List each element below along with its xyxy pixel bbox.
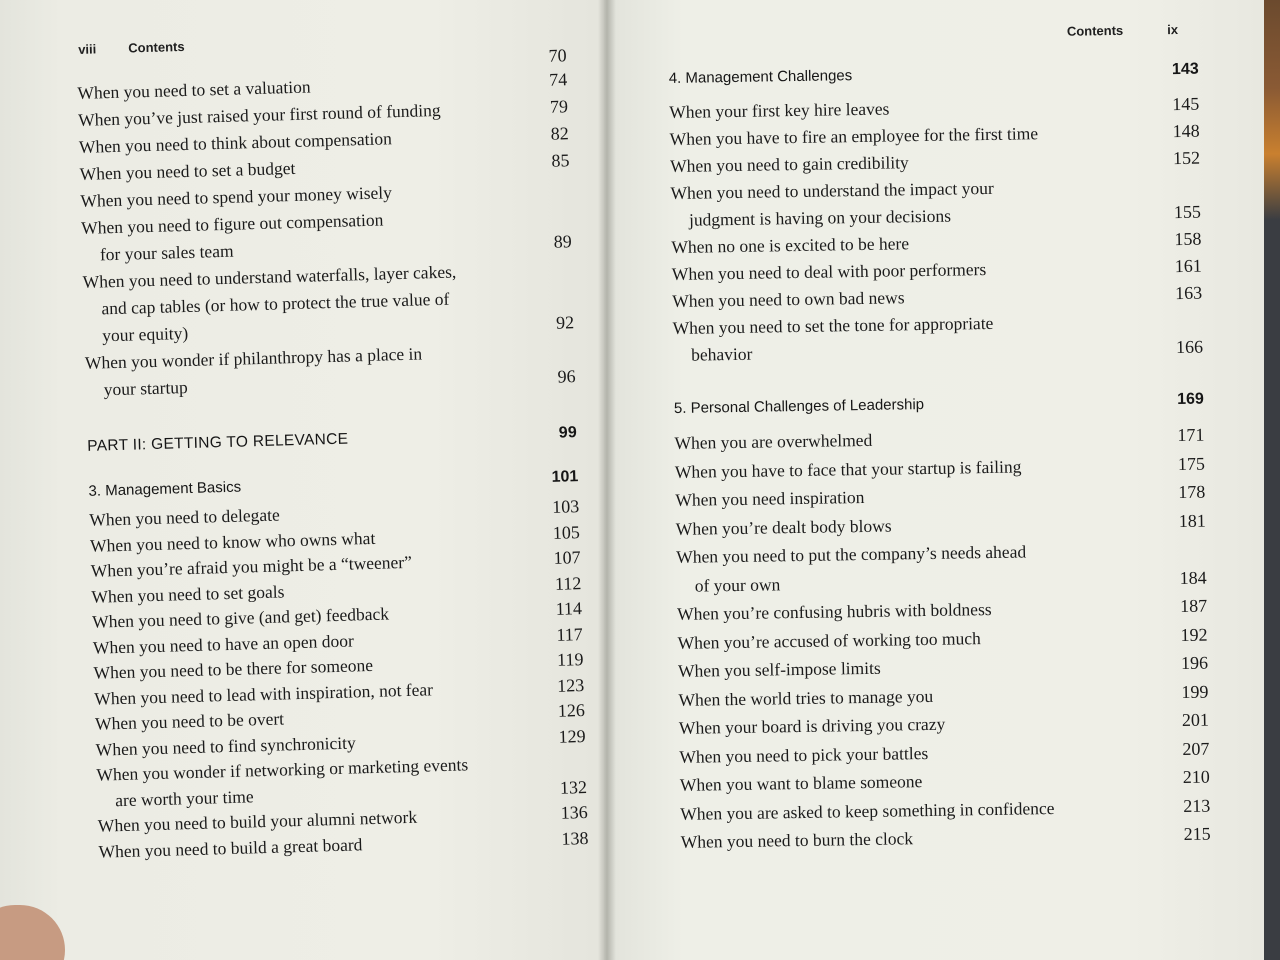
toc-entry-page: 178 <box>1178 481 1206 503</box>
toc-entry-page: 171 <box>1177 424 1205 446</box>
toc-entry <box>670 172 1201 234</box>
chapter-page: 101 <box>551 468 579 486</box>
chapter-title: 3. Management Basics <box>88 478 242 500</box>
toc-list-chapter3 <box>89 494 589 865</box>
toc-entry-title-text: When you have to fire an employee for the first time <box>669 123 1039 149</box>
toc-entry-title-text: When you need to gain credibility <box>669 152 909 176</box>
toc-entry-title-text: When you need to deal with poor performers <box>671 259 987 284</box>
toc-entry-title-continuation: behavior <box>690 343 753 365</box>
toc-entry-title-text: When you need to set goals <box>91 580 285 607</box>
toc-entry-title-text: When you need to figure out compensation <box>80 209 384 238</box>
book-gutter <box>598 0 616 960</box>
toc-entry-page: 213 <box>1183 795 1211 816</box>
toc-entry <box>82 255 574 350</box>
toc-entry-page: 89 <box>553 231 573 252</box>
toc-entry-title-text: When you wonder if philanthropy has a place in <box>84 343 423 373</box>
part-title: PART II: GETTING TO RELEVANCE <box>87 430 349 455</box>
toc-entry-page: 129 <box>558 725 586 747</box>
toc-entry-title-continuation: judgment is having on your decisions <box>688 205 952 230</box>
toc-entry-title <box>676 535 1173 600</box>
toc-entry-title-continuation: of your own <box>694 573 781 596</box>
toc-entry-page: 155 <box>1173 201 1202 223</box>
toc-entry-title-text: When you are asked to keep something in confidence <box>680 797 1055 824</box>
toc-entry-page: 105 <box>552 521 581 543</box>
left-page <box>0 0 612 960</box>
toc-entry-title-text: When you need to know who owns what <box>89 527 376 556</box>
toc-entry-page: 114 <box>555 598 583 619</box>
left-running-head-title: Contents <box>128 38 185 56</box>
toc-entry-page: 85 <box>551 150 570 171</box>
toc-entry-title-text: When you need to pick your battles <box>679 742 929 767</box>
chapter5-title: 5. Personal Challenges of Leadership <box>673 396 925 417</box>
chapter5-page: 169 <box>1177 390 1204 409</box>
toc-entry-title-text: When you need to lead with inspiration, not fear <box>94 678 434 709</box>
toc-entry-page: 103 <box>551 496 580 517</box>
toc-entry-page: 158 <box>1174 228 1202 250</box>
toc-entry-title-text: When you need to build your alumni network <box>97 806 418 836</box>
toc-entry-page: 117 <box>556 623 583 645</box>
toc-entry <box>676 535 1207 600</box>
toc-entry-page: 92 <box>555 312 575 333</box>
toc-entry-page: 161 <box>1174 255 1202 277</box>
toc-entry-title-text: When you need to be overt <box>94 708 285 734</box>
toc-entry-page: 119 <box>556 649 584 670</box>
toc-entry-title-text: When you need to find synchronicity <box>95 731 356 760</box>
toc-entry-page: 163 <box>1175 282 1203 304</box>
toc-entry-page: 82 <box>550 123 570 144</box>
toc-entry-title-text: When you’re dealt body blows <box>675 515 892 539</box>
toc-entry-title-text: When you need to have an open door <box>92 629 355 658</box>
toc-entry-title-text: When you need to own bad news <box>672 287 905 311</box>
toc-entry-page: 210 <box>1182 766 1210 788</box>
toc-entry-page: 74 <box>548 69 568 90</box>
toc-entry-page: 199 <box>1181 681 1209 702</box>
toc-entry-title-text: When you need to set a budget <box>79 157 296 184</box>
toc-entry-title-text: When no one is excited to be here <box>671 233 910 257</box>
toc-entry-title-text: When you need to set the tone for appropriate <box>672 312 994 338</box>
toc-entry-page: 123 <box>556 674 585 696</box>
toc-entry-title-text: When you need to understand waterfalls, layer cakes, <box>82 261 457 292</box>
part-page: 99 <box>558 424 578 442</box>
toc-entry-title-text: When you need to build a great board <box>98 833 363 862</box>
toc-entry-page: 126 <box>557 700 586 721</box>
right-page-number: ix <box>1167 21 1179 38</box>
toc-entry-title <box>82 256 540 350</box>
toc-entry-page: 148 <box>1172 120 1200 142</box>
toc-entry-title-text: When you need to spend your money wisely <box>80 182 393 211</box>
toc-entry-page: 166 <box>1175 336 1204 358</box>
toc-entry-page: 207 <box>1182 738 1210 759</box>
toc-entry-page: 192 <box>1180 624 1208 645</box>
toc-entry-page: 187 <box>1179 595 1208 617</box>
toc-entry-title-text: When you need to burn the clock <box>680 828 914 852</box>
toc-entry-title-text: When you need to think about compensation <box>78 128 393 157</box>
toc-entry-title-text: When you need to put the company’s needs ahead <box>676 541 1027 567</box>
toc-entry-page: 196 <box>1180 652 1209 674</box>
toc-entry-title-text: When you are overwhelmed <box>674 429 873 453</box>
thumb <box>0 905 65 960</box>
toc-entry <box>672 307 1203 369</box>
toc-entry-title-text: When your first key hire leaves <box>669 98 890 122</box>
toc-entry-page: 79 <box>549 96 569 117</box>
toc-entry-title <box>670 172 1167 234</box>
toc-entry-page: 145 <box>1172 93 1200 115</box>
toc-entry-title-text: When you’re afraid you might be a “tweener” <box>90 551 413 581</box>
toc-list-chapter5 <box>674 421 1211 857</box>
toc-entry-title-text: When you’ve just raised your first round of funding <box>77 99 441 130</box>
toc-entry-title-text: When you wonder if networking or marketing events <box>96 754 469 785</box>
left-page-number: viii <box>77 41 97 57</box>
chapter4-page: 143 <box>1171 60 1199 79</box>
toc-entry-title-text: When you need to set a valuation <box>77 76 311 103</box>
toc-entry-title <box>85 337 542 404</box>
toc-list-chapter4 <box>669 91 1203 369</box>
chapter-heading-5 <box>674 391 1204 417</box>
toc-entry-title-text: When you self-impose limits <box>677 657 881 681</box>
toc-entry-page: 132 <box>559 776 588 798</box>
right-page-contents <box>668 22 1211 857</box>
toc-entry-title-text: When you have to face that your startup is failing <box>674 456 1022 482</box>
part-heading <box>87 424 577 456</box>
toc-entry-page: 96 <box>557 366 576 387</box>
toc-entry-page: 181 <box>1178 510 1206 531</box>
left-page-contents <box>76 28 589 864</box>
toc-entry-title-text: When you want to blame someone <box>679 771 923 795</box>
toc-entry-title-text: When you need to understand the impact your <box>670 177 994 203</box>
toc-entry-title-text: When you need to delegate <box>89 504 281 530</box>
toc-entry-title <box>672 307 1169 369</box>
toc-entry-title-continuation: are worth your time <box>114 785 254 810</box>
toc-entry-page: 136 <box>560 802 588 823</box>
toc-entry-title-continuation: and cap tables (or how to protect the true value of your equity) <box>101 288 450 346</box>
toc-list-part1-end <box>77 66 576 404</box>
toc-entry-title-text: When your board is driving you crazy <box>678 713 946 738</box>
toc-entry-page: 215 <box>1183 823 1211 844</box>
toc-entry-page: 201 <box>1181 709 1210 731</box>
toc-entry-page: 138 <box>561 827 589 849</box>
toc-entry-title-text: When the world tries to manage you <box>678 685 934 710</box>
chapter4-title: 4. Management Challenges <box>668 67 853 87</box>
toc-entry-title-text: When you need to be there for someone <box>93 654 374 683</box>
toc-entry-page: 175 <box>1177 453 1206 474</box>
toc-entry-page: 112 <box>554 572 582 594</box>
chapter-heading-3 <box>88 468 578 500</box>
toc-entry-page: 107 <box>553 547 581 568</box>
toc-entry-page: 152 <box>1172 147 1201 169</box>
chapter-heading-4 <box>669 61 1199 87</box>
toc-entry-title-text: When you’re accused of working too much <box>677 627 981 653</box>
toc-entry-title-continuation: for your sales team <box>99 240 234 265</box>
toc-entry-title-continuation: your startup <box>103 377 189 400</box>
carryover-page-number: 70 <box>548 45 567 66</box>
toc-entry-title-text: When you need inspiration <box>675 486 865 510</box>
toc-entry-page: 184 <box>1179 567 1207 588</box>
toc-entry-title-text: When you’re confusing hubris with boldness <box>677 598 992 624</box>
right-running-head-title: Contents <box>1066 22 1124 39</box>
toc-entry-title-text: When you need to give (and get) feedback <box>91 603 390 632</box>
